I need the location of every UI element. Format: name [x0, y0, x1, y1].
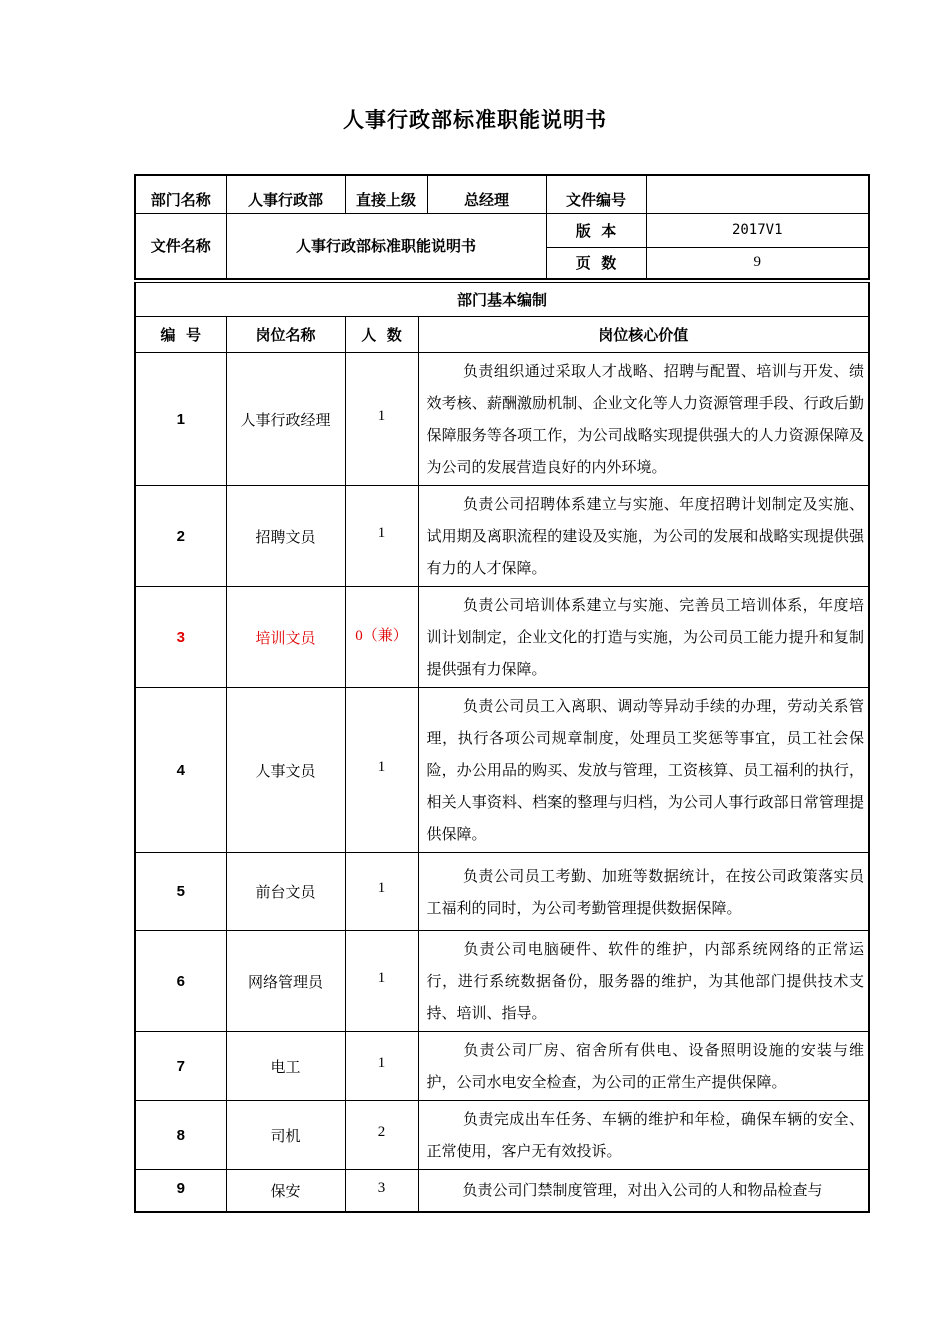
table-row [135, 1032, 869, 1101]
version-value: 2017V1 [646, 213, 869, 247]
row-number: 8 [135, 1101, 226, 1170]
row-number: 5 [135, 853, 226, 931]
row-number: 3 [135, 587, 226, 688]
docno-value [646, 175, 869, 213]
pages-value: 9 [646, 247, 869, 279]
table-row [135, 353, 869, 486]
row-position-name: 培训文员 [226, 587, 345, 688]
row-number: 1 [135, 353, 226, 486]
pages-label: 页 数 [546, 247, 646, 279]
row-number: 4 [135, 688, 226, 853]
page-title: 人事行政部标准职能说明书 [343, 108, 607, 132]
core-value-text: 负责公司招聘体系建立与实施、年度招聘计划制定及实施、试用期及离职流程的建设及实施，为公司的发展和战略实现提供强有力的人才保障。 [426, 495, 865, 577]
core-value-text: 负责公司厂房、宿舍所有供电、设备照明设施的安装与维护，公司水电安全检查，为公司的正常生产提供保障。 [426, 1041, 865, 1091]
row-number: 9 [135, 1170, 226, 1212]
row-headcount: 1 [345, 1032, 418, 1101]
section-title: 部门基本编制 [135, 283, 869, 317]
row-core-value [418, 486, 869, 587]
core-value-text: 负责公司门禁制度管理，对出入公司的人和物品检查与 [462, 1181, 823, 1199]
docname-value: 人事行政部标准职能说明书 [226, 213, 546, 279]
dept-value: 人事行政部 [226, 175, 345, 213]
version-label: 版 本 [546, 213, 646, 247]
table-row [135, 1101, 869, 1170]
row-core-value [418, 353, 869, 486]
row-number: 6 [135, 931, 226, 1032]
core-value-text: 负责公司员工考勤、加班等数据统计，在按公司政策落实员工福利的同时，为公司考勤管理提供数据保障。 [426, 866, 865, 917]
row-position-name: 招聘文员 [226, 486, 345, 587]
table-row [135, 931, 869, 1032]
core-value-text: 负责公司电脑硬件、软件的维护，内部系统网络的正常运行，进行系统数据备份，服务器的维护，为其他部门提供技术支持、培训、指导。 [426, 940, 865, 1022]
row-headcount: 1 [345, 688, 418, 853]
row-position-name: 人事行政经理 [226, 353, 345, 486]
dept-label: 部门名称 [135, 175, 226, 213]
staffing-table [134, 282, 870, 1213]
col-header-count: 人 数 [345, 317, 418, 353]
row-position-name: 司机 [226, 1101, 345, 1170]
table-row [135, 688, 869, 853]
row-core-value [418, 1032, 869, 1101]
table-row [135, 1170, 869, 1212]
docno-label: 文件编号 [546, 175, 646, 213]
row-position-name: 电工 [226, 1032, 345, 1101]
core-value-text: 负责完成出车任务、车辆的维护和年检，确保车辆的安全、正常使用，客户无有效投诉。 [426, 1110, 865, 1160]
table-row [135, 853, 869, 931]
row-headcount: 1 [345, 853, 418, 931]
row-headcount: 3 [345, 1170, 418, 1212]
row-position-name: 保安 [226, 1170, 345, 1212]
col-header-value: 岗位核心价值 [418, 317, 869, 353]
row-core-value [418, 1101, 869, 1170]
core-value-text: 负责组织通过采取人才战略、招聘与配置、培训与开发、绩效考核、薪酬激励机制、企业文化等人力资源管理手段、行政后勤保障服务等各项工作，为公司战略实现提供强大的人力资源保障及为公司的发展营造良好的内外环境。 [426, 362, 865, 476]
core-value-text: 负责公司培训体系建立与实施、完善员工培训体系，年度培训计划制定，企业文化的打造与实施，为公司员工能力提升和复制提供强有力保障。 [426, 596, 865, 678]
superior-label: 直接上级 [345, 175, 427, 213]
col-header-name: 岗位名称 [226, 317, 345, 353]
row-core-value [418, 853, 869, 931]
superior-value: 总经理 [427, 175, 546, 213]
row-core-value [418, 1170, 869, 1212]
docname-label: 文件名称 [135, 213, 226, 279]
row-headcount: 2 [345, 1101, 418, 1170]
table-row [135, 486, 869, 587]
row-position-name: 网络管理员 [226, 931, 345, 1032]
row-headcount: 1 [345, 931, 418, 1032]
col-header-no: 编 号 [135, 317, 226, 353]
row-core-value [418, 587, 869, 688]
core-value-text: 负责公司员工入离职、调动等异动手续的办理，劳动关系管理，执行各项公司规章制度，处理员工奖惩等事宜，员工社会保险，办公用品的购买、发放与管理，工资核算、员工福利的执行，相关人事资料、档案的整理与归档，为公司人事行政部日常管理提供保障。 [426, 697, 865, 843]
table-row [135, 587, 869, 688]
header-table [134, 174, 870, 280]
row-number: 7 [135, 1032, 226, 1101]
row-number: 2 [135, 486, 226, 587]
row-position-name: 前台文员 [226, 853, 345, 931]
row-headcount: 1 [345, 486, 418, 587]
row-headcount: 1 [345, 353, 418, 486]
row-core-value [418, 931, 869, 1032]
row-position-name: 人事文员 [226, 688, 345, 853]
row-headcount: 0（兼） [345, 587, 418, 688]
row-core-value [418, 688, 869, 853]
